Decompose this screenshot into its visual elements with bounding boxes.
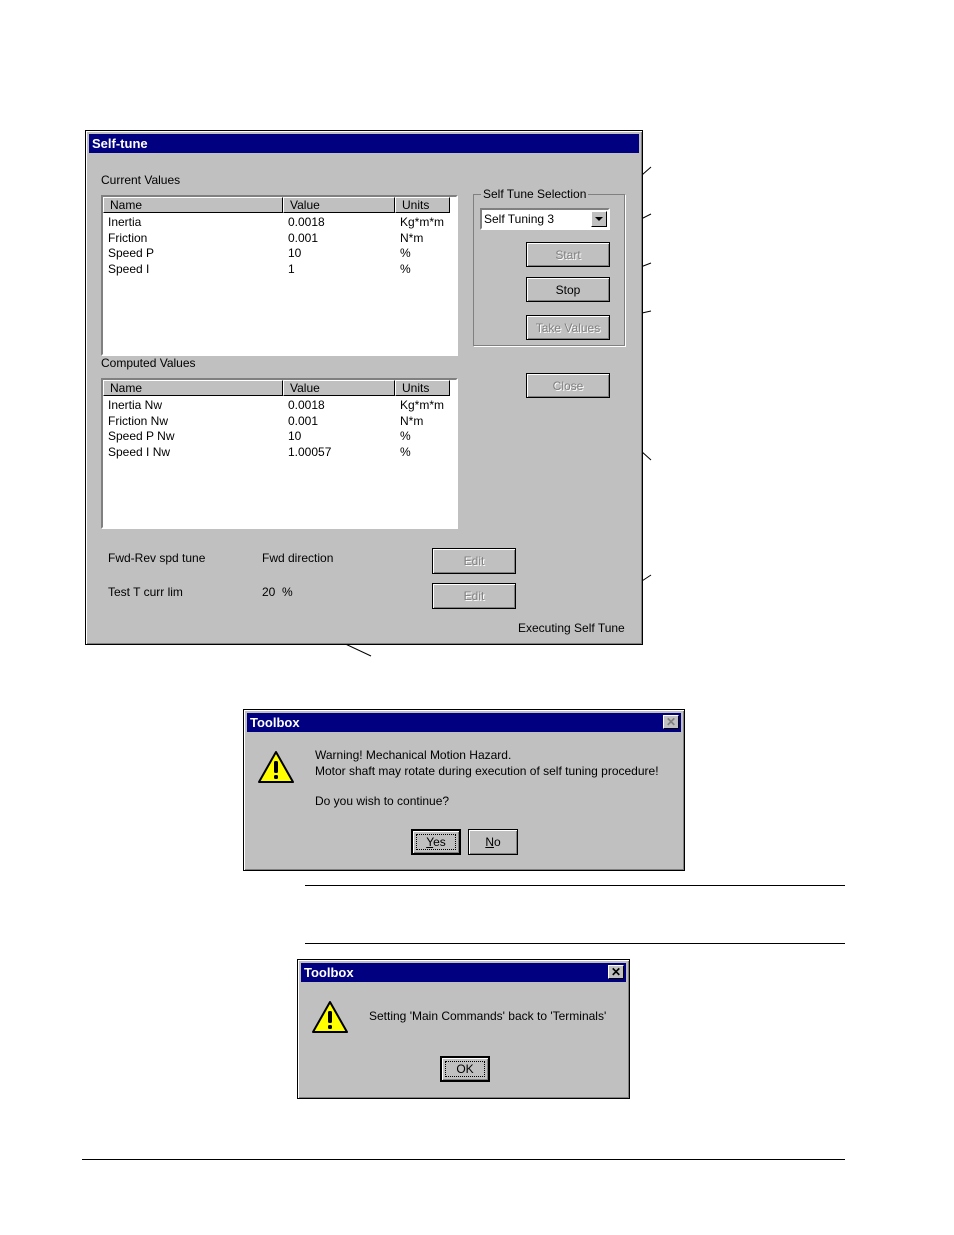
computed-values-list[interactable] (101, 378, 458, 529)
current-values-list[interactable] (101, 195, 458, 356)
status-text: Executing Self Tune (518, 621, 625, 635)
self-tune-window (85, 130, 643, 645)
computed-values-label: Computed Values (101, 356, 196, 370)
edit-test-curr-button[interactable]: Edit (432, 583, 516, 609)
chevron-down-icon[interactable] (591, 211, 607, 227)
column-header-name[interactable]: Name (103, 197, 283, 213)
page-footer-line (82, 1159, 845, 1160)
column-header-units[interactable]: Units (395, 380, 450, 396)
row-value: 1.00057 (288, 445, 332, 459)
row-units: Kg*m*m (400, 215, 445, 229)
close-button[interactable]: Close (526, 373, 610, 398)
self-tune-title: Self-tune (92, 136, 148, 151)
no-button[interactable] (468, 829, 518, 855)
self-tune-selection-combo[interactable] (480, 208, 610, 230)
ok-button[interactable] (440, 1056, 490, 1082)
row-name: Speed P (108, 246, 155, 260)
row-units: N*m (400, 414, 424, 428)
row-value: 0.0018 (288, 398, 325, 412)
row-units: Kg*m*m (400, 398, 445, 412)
info-message: Setting 'Main Commands' back to 'Terminals' (369, 1009, 607, 1023)
yes-label-rest: es (433, 835, 446, 849)
no-mnemonic: N (485, 835, 494, 849)
row-name: Inertia (108, 215, 142, 229)
row-name: Friction Nw (108, 414, 169, 428)
row-name: Speed I Nw (108, 445, 171, 459)
focus-rect (445, 1061, 485, 1077)
row-value: 0.001 (288, 414, 319, 428)
row-name: Speed P Nw (108, 429, 175, 443)
column-header-value[interactable]: Value (283, 197, 395, 213)
current-values-label: Current Values (101, 173, 181, 187)
take-values-button[interactable]: Take Values (526, 315, 610, 340)
self-tune-titlebar (89, 134, 639, 153)
test-curr-value: 20 % (262, 585, 293, 599)
row-units: % (400, 429, 411, 443)
no-label-rest: o (493, 835, 501, 849)
close-icon[interactable]: ✕ (663, 715, 679, 729)
warning-dialog (243, 709, 685, 871)
self-tune-selection-value: Self Tuning 3 (484, 212, 555, 226)
test-curr-label: Test T curr lim (108, 585, 183, 599)
edit-fwd-rev-button[interactable]: Edit (432, 548, 516, 574)
row-name: Speed I (108, 262, 150, 276)
warning-line1: Warning! Mechanical Motion Hazard. (315, 748, 512, 762)
row-name: Inertia Nw (108, 398, 163, 412)
start-button[interactable]: Start (526, 242, 610, 267)
warning-title: Toolbox (250, 715, 300, 730)
row-value: 10 (288, 429, 302, 443)
row-units: N*m (400, 231, 424, 245)
warning-icon (311, 1000, 349, 1034)
info-dialog (297, 959, 630, 1099)
row-name: Friction (108, 231, 148, 245)
column-header-value[interactable]: Value (283, 380, 395, 396)
info-title: Toolbox (304, 965, 354, 980)
warning-line3: Do you wish to continue? (315, 794, 450, 808)
column-header-units[interactable]: Units (395, 197, 450, 213)
row-units: % (400, 445, 411, 459)
yes-button[interactable] (411, 829, 461, 855)
warning-titlebar (247, 713, 681, 732)
warning-icon (257, 750, 295, 784)
row-value: 0.001 (288, 231, 319, 245)
fwd-rev-value: Fwd direction (262, 551, 334, 565)
fwd-rev-label: Fwd-Rev spd tune (108, 551, 206, 565)
row-value: 10 (288, 246, 302, 260)
yes-mnemonic: Y (426, 835, 434, 849)
warning-line2: Motor shaft may rotate during execution of self tuning procedure! (315, 764, 659, 778)
focus-rect (416, 834, 456, 850)
separator-line (305, 943, 845, 944)
ok-label: OK (456, 1062, 474, 1076)
close-icon[interactable]: ✕ (608, 965, 624, 979)
column-header-name[interactable]: Name (103, 380, 283, 396)
row-value: 1 (288, 262, 295, 276)
info-titlebar (301, 963, 626, 982)
row-units: % (400, 262, 411, 276)
self-tune-selection-label: Self Tune Selection (483, 187, 587, 201)
stop-button[interactable]: Stop (526, 277, 610, 302)
row-units: % (400, 246, 411, 260)
separator-line (305, 885, 845, 886)
row-value: 0.0018 (288, 215, 325, 229)
